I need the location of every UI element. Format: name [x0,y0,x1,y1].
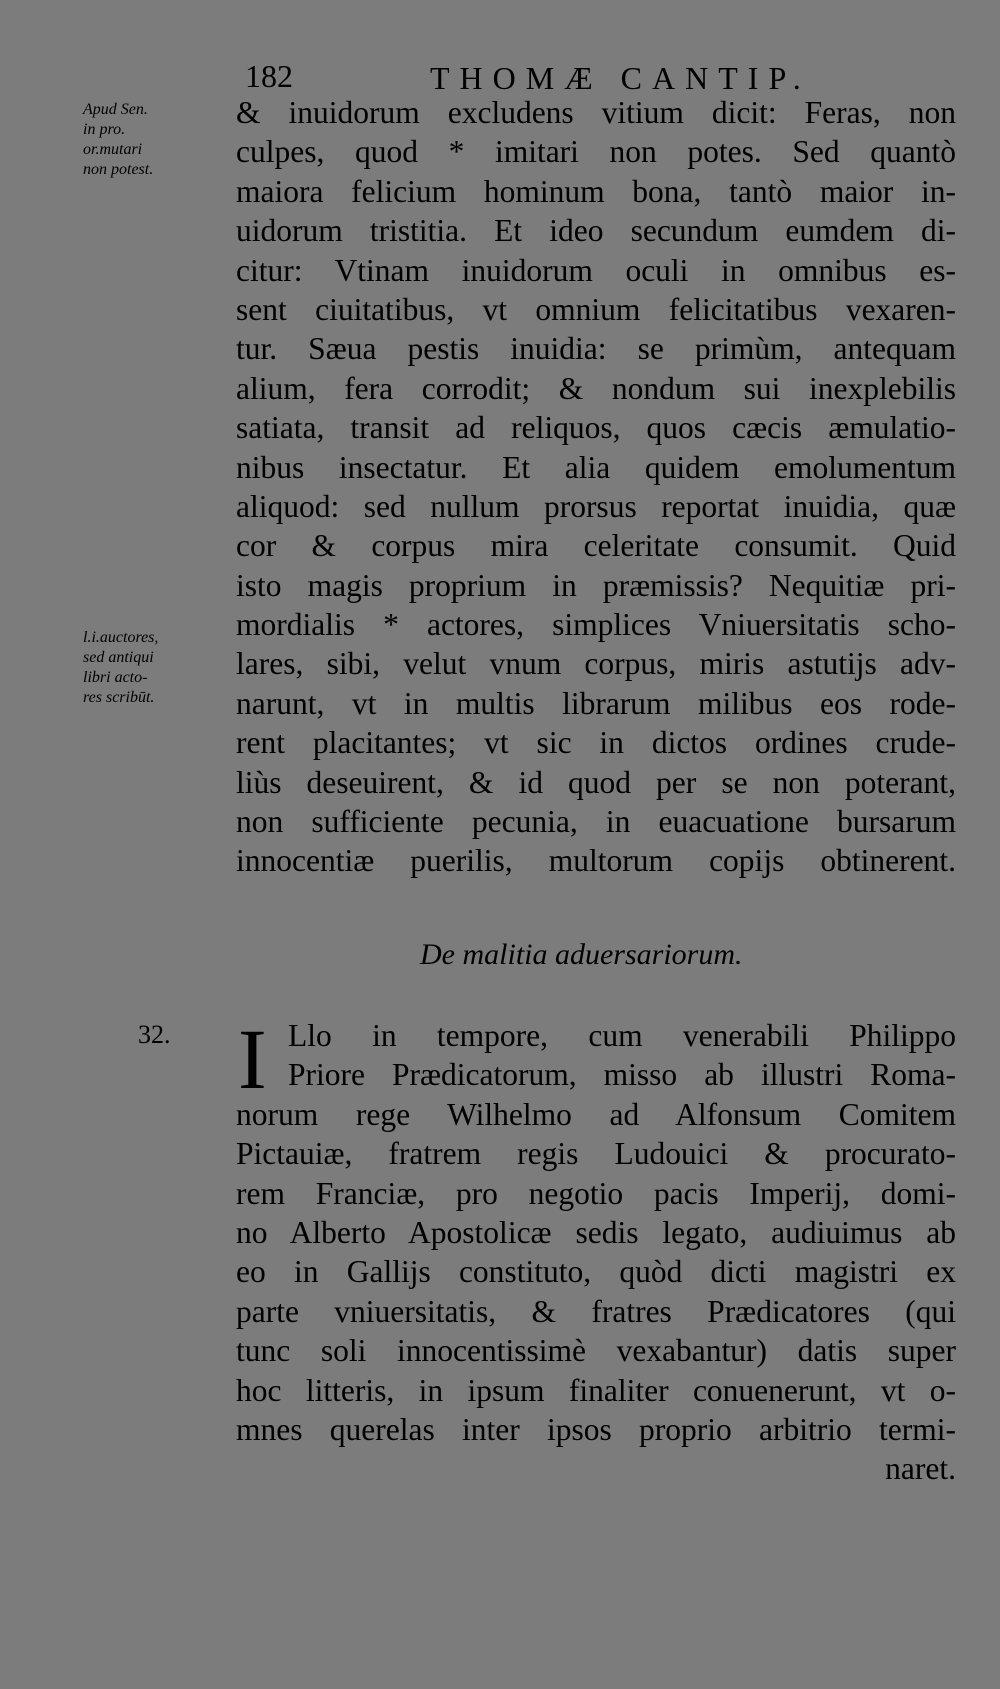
text-line: no Alberto Apostolicæ sedis legato, audiuimus ab [236,1214,956,1250]
text-line: naret. [885,1451,956,1487]
drop-cap: I [238,1011,267,1107]
text-line: alium, fera corrodit; & nondum sui inexplebilis [236,370,956,406]
body-text-block-2 [236,1011,956,1489]
text-line: liùs deseuirent, & id quod per se non poterant, [236,764,956,800]
page-number: 182 [245,58,293,94]
text-line: rem Franciæ, pro negotio pacis Imperij, domi- [236,1175,956,1211]
text-line: uidorum tristitia. Et ideo secundum eumdem di- [236,213,956,249]
text-line: isto magis proprium in præmissis? Nequitiæ pri- [236,567,956,603]
section-heading: De malitia aduersariorum. [420,938,743,971]
text-line: citur: Vtinam inuidorum oculi in omnibus es- [236,252,956,288]
margin-note-line: l.i.auctores, [83,629,159,646]
text-line: hoc litteris, in ipsum finaliter conuenerunt, vt o- [236,1372,956,1408]
text-line: maiora felicium hominum bona, tantò maior in- [236,173,956,209]
text-line: culpes, quod * imitari non potes. Sed quantò [236,134,956,170]
text-line: & inuidorum excludens vitium dicit: Feras, non [236,95,956,130]
text-line: tur. Sæua pestis inuidia: se primùm, antequam [236,331,956,367]
margin-note-line: sed antiqui [83,649,154,666]
text-line: innocentiæ puerilis, multorum copijs obtinerent. [236,843,956,879]
text-line: Pictauiæ, fratrem regis Ludouici & procurato- [236,1136,956,1172]
text-line: Llo in tempore, cum venerabili Philippo [288,1018,956,1053]
text-line: aliquod: sed nullum prorsus reportat inuidia, quæ [236,488,956,524]
text-line: rent placitantes; vt sic in dictos ordines crude- [236,725,956,761]
text-line: Priore Prædicatorum, misso ab illustri Roma- [288,1057,956,1093]
text-line: norum rege Wilhelmo ad Alfonsum Comitem [236,1096,956,1132]
text-line: mordialis * actores, simplices Vniuersitatis scho- [236,607,956,643]
margin-note-line: in pro. [83,121,126,138]
section-number: 32. [138,1020,171,1049]
text-line: non sufficiente pecunia, in euacuatione bursarum [236,804,956,840]
body-text-block-1 [236,93,956,881]
margin-note-line: or.mutari [83,141,143,158]
text-line: narunt, vt in multis librarum milibus eos rode- [236,685,956,721]
margin-note-auctores [83,628,233,708]
text-line: mnes querelas inter ipsos proprio arbitrio termi- [236,1411,956,1447]
text-line: satiata, transit ad reliquos, quos cæcis æmulatio- [236,410,956,446]
text-line: lares, sibi, velut vnum corpus, miris astutijs adv- [236,646,956,682]
text-line: parte vniuersitatis, & fratres Prædicatores (qui [236,1293,956,1329]
margin-note-line: libri acto- [83,669,148,686]
margin-note-line: non potest. [83,161,154,178]
margin-note-seneca [83,100,233,180]
text-line: nibus insectatur. Et alia quidem emolumentum [236,449,956,485]
running-head: THOMÆ CANTIP. [430,60,811,96]
margin-note-line: Apud Sen. [83,101,148,118]
text-line: cor & corpus mira celeritate consumit. Quid [236,528,956,564]
text-line: tunc soli innocentissimè vexabantur) datis super [236,1333,956,1369]
text-line: sent ciuitatibus, vt omnium felicitatibus vexaren- [236,291,956,327]
text-line: eo in Gallijs constituto, quòd dicti magistri ex [236,1254,956,1290]
margin-note-line: res scribūt. [83,689,155,706]
